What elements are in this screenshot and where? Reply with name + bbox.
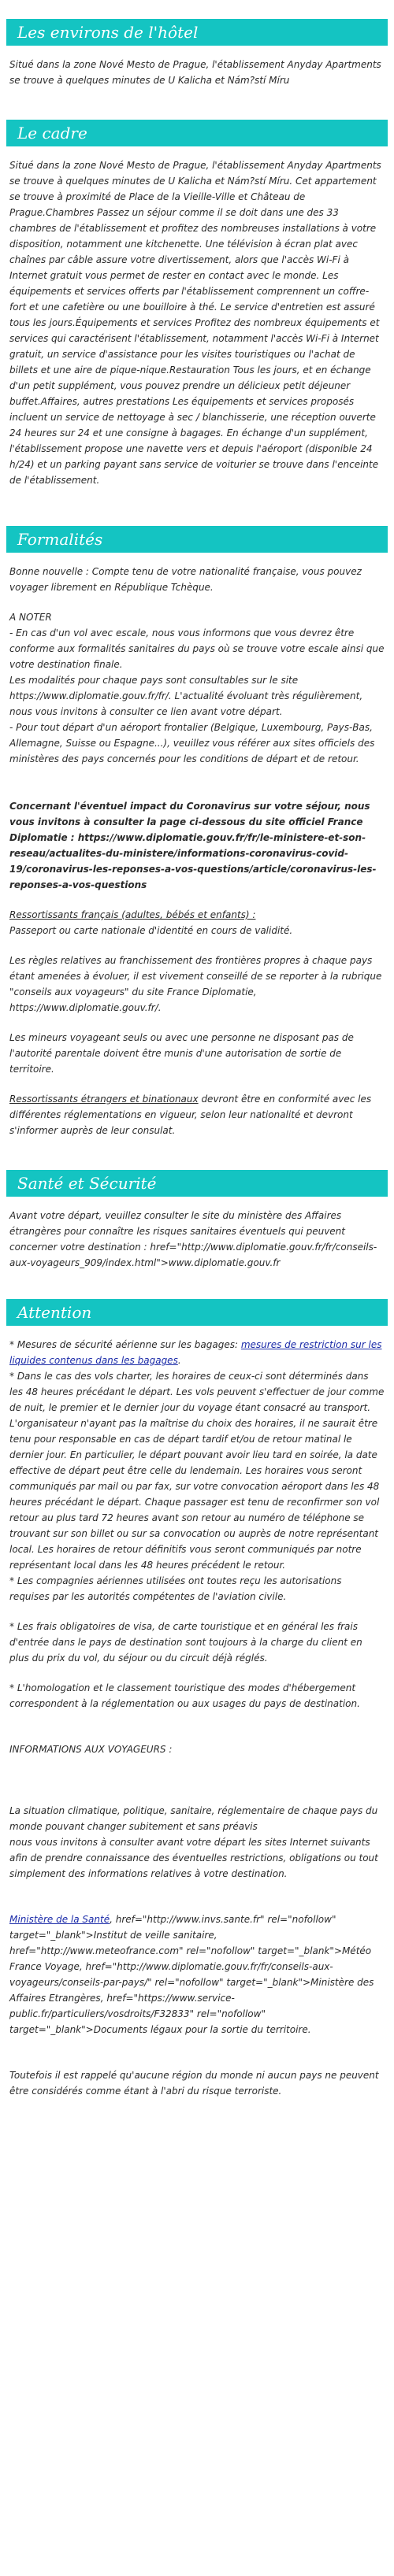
section-sante — [0, 1197, 394, 1271]
sante-text: Avant votre départ, veuillez consulter le site du ministère des Affaires étrangères pour connaître les risques sanitaires éventuels qui peuvent concerner votre destination : href="http://www.diplomatie.gouv.fr/fr/conseils-aux-voyageurs_909/index.html">www.diplomatie.gouv.fr — [9, 1210, 377, 1268]
section-environs — [0, 46, 394, 88]
formalites-intro: Bonne nouvelle : Compte tenu de votre nationalité française, vous pouvez voyager librement en République Tchèque. — [9, 566, 362, 593]
environs-text: Situé dans la zone Nové Mesto de Prague, l'établissement Anyday Apartments se trouve à quelques minutes de U Kalicha et Nám?stí Míru — [9, 59, 381, 86]
compagnies-text: * Les compagnies aériennes utilisées ont toutes reçu les autorisations requises par les autorités compétentes de l'aviation civile. — [9, 1575, 342, 1602]
etrangers-heading: Ressortissants étrangers et binationaux — [9, 1094, 199, 1105]
info-title: INFORMATIONS AUX VOYAGEURS : — [9, 1744, 173, 1755]
mesures-suffix: . — [177, 1355, 181, 1366]
situation-text: La situation climatique, politique, sanitaire, réglementaire de chaque pays du monde pouvant changer subitement et sans préavis — [9, 1805, 378, 1832]
covid-notice: Concernant l'éventuel impact du Coronavirus sur votre séjour, nous vous invitons à consulter la page ci-dessous du site officiel France Diplomatie : https://www.diplomatie.gouv.fr/fr/le-ministere-et-son-reseau/actualites-du-ministere/informations-coronavirus-covid-19/coronavirus-les-reponses-a-vos-questions/article/coronavirus-les-reponses-a-vos-questions — [9, 801, 377, 890]
ressortissants-text: Passeport ou carte nationale d'identité en cours de validité. — [9, 925, 293, 936]
toutefois-text: Toutefois il est rappelé qu'aucune région du monde ni aucun pays ne peuvent être considérés comme étant à l'abri du risque terroriste. — [9, 2070, 379, 2097]
invite-text: nous vous invitons à consulter avant votre départ les sites Internet suivants afin de prendre connaissance des éventuelles restrictions, obligations ou tout simplement des informations relatives à votre destination. — [9, 1837, 378, 1879]
etrangers-paragraph — [9, 1091, 385, 1138]
mesures-paragraph — [9, 1337, 385, 1368]
ministere-paragraph — [9, 1912, 385, 2037]
section-cadre — [0, 146, 394, 488]
vols-text: * Dans le cas des vols charter, les horaires de ceux-ci sont déterminés dans les 48 heures précédant le départ. Les vols peuvent s'effectuer de jour comme de nuit, le premier et le dernier jour du voyage étant consacré au transport. L'organisateur n'ayant pas la maîtrise du choix des horaires, il ne saurait être tenu pour responsable en cas de départ tardif et/ou de retour matinal le dernier jour. En particulier, le départ pouvant avoir lieu tard en soirée, la date effective de départ peut être celle du lendemain. Les horaires vous seront communiqués par mail ou par fax, sur votre convocation aéroport dans les 48 heures précédant le départ. Chaque passager est tenu de reconfirmer son vol retour au plus tard 72 heures avant son retour au numéro de téléphone se trouvant sur son billet ou sur sa convocation ou auprès de notre représentant local. Les horaires de retour définitifs vous seront communiqués par notre représentant local dans les 48 heures précédent le retour. — [9, 1371, 385, 1571]
section-title-attention: Attention — [6, 1299, 388, 1326]
ressortissants-heading: Ressortissants français (adultes, bébés et enfants) : — [9, 909, 256, 920]
section-formalites — [0, 553, 394, 1138]
mesures-prefix: * Mesures de sécurité aérienne sur les bagages: — [9, 1339, 241, 1350]
homologation-text: * L'homologation et le classement touristique des modes d'hébergement correspondent à la réglementation ou aux usages du pays de destination. — [9, 1682, 360, 1709]
mineurs-text: Les mineurs voyageant seuls ou avec une personne ne disposant pas de l'autorité parentale doivent être munis d'une autorisation de sortie de territoire. — [9, 1032, 354, 1075]
mesures-link[interactable]: mesures de restriction sur les liquides contenus dans les bagages — [9, 1339, 382, 1366]
section-title-formalites: Formalités — [6, 526, 388, 553]
section-title-sante: Santé et Sécurité — [6, 1170, 388, 1197]
frais-text: * Les frais obligatoires de visa, de carte touristique et en général les frais d'entrée dans le pays de destination sont toujours à la charge du client en plus du prix du vol, du séjour ou du circuit déjà réglés. — [9, 1621, 362, 1664]
etrangers-text: devront être en conformité avec les différentes réglementations en vigueur, selon leur nationalité et devront s'informer auprès de leur consulat. — [9, 1094, 372, 1136]
anoter-line: - En cas d'un vol avec escale, nous vous informons que vous devrez être conforme aux formalités sanitaires du pays où se trouve votre escale ainsi que votre destination finale. — [9, 627, 385, 670]
section-attention — [0, 1326, 394, 2099]
section-title-cadre: Le cadre — [6, 120, 388, 146]
anoter-line: Les modalités pour chaque pays sont consultables sur le site https://www.diplomatie.gouv.fr/fr/. L'actualité évoluant très régulièrement, nous vous invitons à consulter ce lien avant votre départ. — [9, 675, 363, 717]
anoter-line: A NOTER — [9, 612, 52, 623]
ministere-rest: , href="http://www.invs.sante.fr" rel="nofollow" target="_blank">Institut de veille sanitaire, href="http://www.meteofrance.com" rel="nofollow" target="_blank">Météo France Voyage, href="http://www.diplomatie.gouv.fr/fr/conseils-aux-voyageurs/conseils-par-pays/" rel="nofollow" target="_blank">Ministère des Affaires Etrangères, href="https://www.service-public.fr/particuliers/vosdroits/F32833" rel="nofollow" target="_blank">Documents légaux pour la sortie du territoire. — [9, 1914, 374, 2035]
section-title-environs: Les environs de l'hôtel — [6, 19, 388, 46]
anoter-line: - Pour tout départ d'un aéroport frontalier (Belgique, Luxembourg, Pays-Bas, Allemagne, Suisse ou Espagne...), veuillez vous référer aux sites officiels des ministères des pays concernés pour les conditions de départ et de retour. — [9, 722, 375, 764]
ministere-link[interactable]: Ministère de la Santé — [9, 1914, 110, 1925]
cadre-text: Situé dans la zone Nové Mesto de Prague, l'établissement Anyday Apartments se trouve à quelques minutes de U Kalicha et Nám?stí Míru. Cet appartement se trouve à proximité de Place de la Vieille-Ville et Château de Prague.Chambres Passez un séjour comme il se doit dans une des 33 chambres de l'établissement et profitez des nombreuses installations à votre disposition, notamment une kitchenette. Une télévision à écran plat avec chaînes par câble assure votre divertissement, alors que l'accès Wi-Fi à Internet gratuit vous permet de rester en contact avec le monde. Les équipements et services offerts par l'établissement comprennent un coffre-fort et une cafetière ou une bouilloire à thé. Le service d'entretien est assuré tous les jours.Équipements et services Profitez des nombreux équipements et services qui caractérisent l'établissement, notamment l'accès Wi-Fi à Internet gratuit, un service d'assistance pour les visites touristiques ou l'achat de billets et une aire de pique-nique.Restauration Tous les jours, et en échange d'un petit supplément, vous pouvez prendre un délicieux petit déjeuner buffet.Affaires, autres prestations Les équipements et services proposés incluent un service de nettoyage à sec / blanchisserie, une réception ouverte 24 heures sur 24 et une consigne à bagages. En échange d'un supplément, l'établissement propose une navette vers et depuis l'aéroport (disponible 24 h/24) et un parking payant sans service de voiturier se trouve dans l'enceinte de l'établissement. — [9, 160, 381, 486]
regles-text: Les règles relatives au franchissement des frontières propres à chaque pays étant amenées à évoluer, il est vivement conseillé de se reporter à la rubrique "conseils aux voyageurs" du site France Diplomatie, https://www.diplomatie.gouv.fr/. — [9, 955, 382, 1013]
